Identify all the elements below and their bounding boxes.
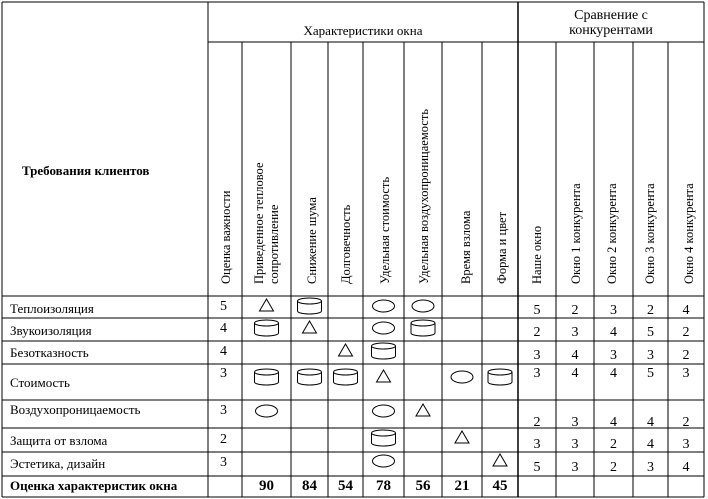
column-noise: Снижение шума [305, 197, 319, 284]
importance-value: 3 [220, 366, 227, 381]
competitor-score: 3 [647, 348, 654, 363]
weak-relation-triangle-icon [377, 370, 391, 382]
weak-relation-triangle-icon [303, 321, 317, 333]
competitor-score: 3 [610, 303, 617, 318]
competitor-score: 3 [571, 325, 579, 340]
comparison-title-line2: конкурентами [569, 23, 653, 38]
comparison-title-line1: Сравнение с [574, 8, 648, 23]
totals-label: Оценка характеристик окна [10, 478, 178, 493]
strong-relation-cylinder-icon [488, 369, 512, 385]
column-shape-color: Форма и цвет [495, 211, 509, 284]
strong-relation-cylinder-icon [255, 369, 279, 385]
competitor-score: 2 [533, 325, 541, 340]
column-thermal-line2: сопротивление [267, 204, 281, 284]
competitor-score: 4 [610, 325, 617, 340]
weak-relation-triangle-icon [493, 454, 507, 466]
competitor-score: 3 [647, 460, 654, 475]
strong-relation-cylinder-icon [298, 369, 322, 385]
medium-relation-circle-icon [373, 455, 395, 467]
requirement-label: Эстетика, дизайн [10, 456, 106, 471]
weak-relation-triangle-icon [455, 431, 469, 443]
characteristic-score: 90 [259, 478, 274, 494]
characteristic-score: 56 [415, 478, 431, 494]
competitor-score: 5 [533, 303, 541, 318]
competitor-score: 4 [682, 460, 690, 475]
strong-relation-cylinder-icon [334, 369, 358, 385]
column-competitor-4: Окно 4 конкурента [682, 183, 696, 284]
column-our-window: Наше окно [530, 225, 544, 284]
column-durability: Долговечность [339, 204, 353, 284]
characteristic-score: 78 [376, 478, 391, 494]
requirement-label: Безотказность [10, 345, 89, 360]
competitor-score: 4 [610, 415, 617, 430]
column-competitor-2: Окно 2 конкурента [605, 183, 619, 284]
importance-value: 3 [220, 455, 227, 470]
competitor-score: 5 [533, 460, 541, 475]
strong-relation-cylinder-icon [298, 298, 322, 314]
characteristic-score: 84 [302, 478, 317, 494]
column-importance: Оценка важности [219, 190, 233, 284]
strong-relation-cylinder-icon [255, 320, 279, 336]
column-competitor-1: Окно 1 конкурента [569, 183, 583, 284]
requirement-label: Защита от взлома [10, 433, 108, 448]
characteristic-score: 21 [454, 478, 470, 494]
competitor-score: 2 [682, 415, 690, 430]
competitor-score: 3 [533, 366, 541, 381]
characteristic-score: 54 [338, 478, 353, 494]
requirement-label: Звукоизоляция [10, 323, 92, 338]
strong-relation-cylinder-icon [411, 320, 435, 336]
characteristic-score: 45 [492, 478, 508, 494]
competitor-score: 2 [533, 415, 541, 430]
medium-relation-circle-icon [373, 300, 395, 312]
competitor-score: 2 [682, 325, 690, 340]
medium-relation-circle-icon [412, 300, 434, 312]
competitor-score: 2 [571, 303, 579, 318]
competitor-score: 3 [682, 366, 690, 381]
competitor-score: 4 [571, 366, 579, 381]
importance-value: 4 [220, 321, 227, 336]
medium-relation-circle-icon [373, 322, 395, 334]
column-break-time: Время взлома [459, 210, 473, 284]
strong-relation-cylinder-icon [372, 343, 396, 359]
competitor-score: 2 [682, 348, 690, 363]
competitor-score: 4 [647, 437, 654, 452]
importance-value: 4 [220, 344, 227, 359]
importance-value: 2 [220, 432, 227, 447]
requirements-title: Требования клиентов [22, 163, 150, 178]
competitor-score: 5 [647, 366, 654, 381]
competitor-score: 4 [647, 415, 654, 430]
column-competitor-3: Окно 3 конкурента [643, 183, 657, 284]
medium-relation-circle-icon [373, 405, 395, 417]
competitor-score: 4 [682, 303, 690, 318]
requirement-label: Стоимость [10, 375, 70, 390]
weak-relation-triangle-icon [416, 404, 430, 416]
requirement-label: Воздухопроницаемость [10, 402, 141, 417]
competitor-score: 4 [610, 366, 617, 381]
competitor-score: 3 [533, 348, 541, 363]
competitor-score: 3 [571, 415, 579, 430]
competitor-score: 2 [610, 460, 617, 475]
strong-relation-cylinder-icon [372, 430, 396, 446]
column-air-permeability: Удельная воздухопроницаемость [417, 108, 431, 284]
competitor-score: 5 [647, 325, 654, 340]
medium-relation-circle-icon [256, 405, 278, 417]
competitor-score: 3 [571, 437, 579, 452]
competitor-score: 3 [682, 437, 690, 452]
column-unit-cost: Удельная стоимость [378, 176, 392, 284]
characteristics-title: Характеристики окна [303, 23, 423, 38]
requirement-label: Теплоизоляция [10, 301, 94, 316]
competitor-score: 4 [571, 348, 579, 363]
competitor-score: 3 [533, 437, 541, 452]
weak-relation-triangle-icon [339, 344, 353, 356]
competitor-score: 2 [610, 437, 617, 452]
column-thermal-line1: Приведенное тепловое [252, 162, 266, 284]
importance-value: 3 [220, 403, 227, 418]
competitor-score: 2 [647, 303, 654, 318]
importance-value: 5 [220, 299, 227, 314]
competitor-score: 3 [571, 460, 579, 475]
competitor-score: 3 [610, 348, 617, 363]
weak-relation-triangle-icon [260, 299, 274, 311]
medium-relation-circle-icon [451, 371, 473, 383]
